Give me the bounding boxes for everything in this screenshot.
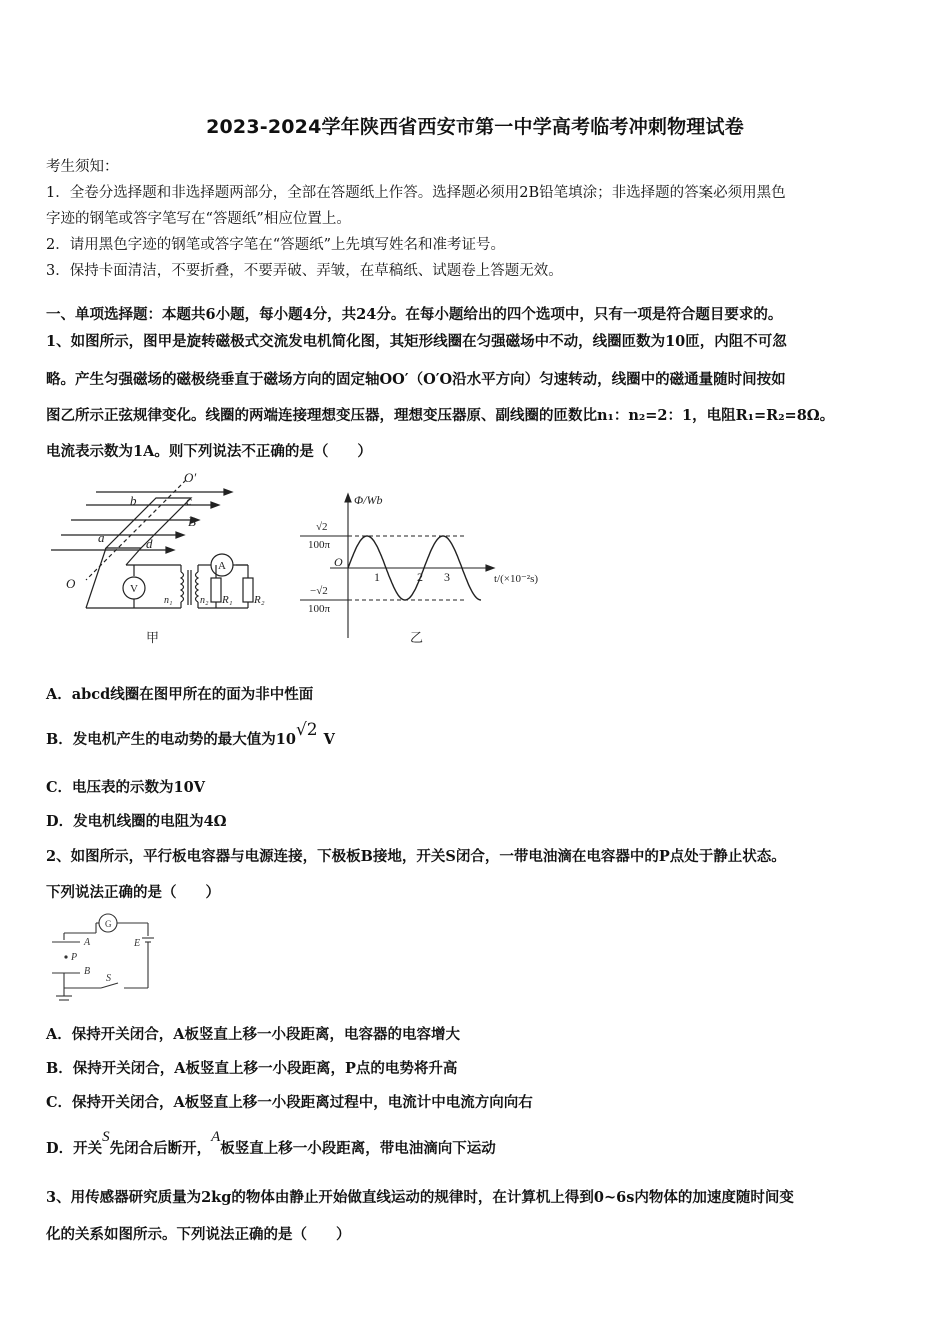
- plate-B-label: B: [84, 966, 91, 977]
- notice-item-1b: 字迹的钢笔或答字笔写在“答题纸”相应位置上。: [46, 211, 351, 227]
- ammeter-label: A: [218, 560, 226, 572]
- notice-item-2: 2．请用黑色字迹的钢笔或答字笔在“答题纸”上先填写姓名和准考证号。: [46, 237, 506, 253]
- label-O-top: O′: [184, 470, 197, 485]
- q3-line-1: 3、用传感器研究质量为2kg的物体由静止开始做直线运动的规律时，在计算机上得到0~6s内物体的加速度随时间变: [46, 1189, 794, 1206]
- switch-S-label: S: [106, 973, 111, 984]
- q1-line-1: 1、如图所示，图甲是旋转磁极式交流发电机简化图，其矩形线圈在匀强磁场中不动，线圈匝数为10匝，内阻不可忽: [46, 333, 787, 350]
- label-n2: n₂: [200, 595, 209, 606]
- trough-num: −√2: [310, 585, 328, 597]
- peak-num: √2: [316, 521, 328, 533]
- label-B: B: [188, 514, 196, 529]
- tick-2: 2: [417, 570, 423, 584]
- option-key: D．: [46, 813, 74, 830]
- q1-line-3: 图乙所示正弦规律变化。线圈的两端连接理想变压器，理想变压器原、副线圈的匝数比n₁：n₂=2：1，电阻R₁=R₂=8Ω。: [46, 407, 835, 424]
- option-text: 先闭合后断开，: [109, 1140, 212, 1157]
- option-key: D．: [46, 1140, 74, 1157]
- option-unit: V: [323, 731, 335, 748]
- label-d: d: [146, 536, 153, 551]
- option-key: C．: [46, 779, 73, 796]
- section-heading: 一、单项选择题：本题共6小题，每小题4分，共24分。在每小题给出的四个选项中，只有一项是符合题目要求的。: [46, 306, 783, 323]
- voltmeter-label: V: [130, 583, 138, 595]
- option-text: 开关: [73, 1140, 103, 1157]
- origin-label: O: [334, 555, 343, 569]
- option-text: 保持开关闭合，A板竖直上移一小段距离，电容器的电容增大: [71, 1026, 461, 1043]
- q1-option-d: [46, 810, 227, 831]
- source-E-label: E: [134, 938, 141, 949]
- option-text: abcd线圈在图甲所在的面为非中性面: [71, 686, 314, 703]
- plate-A-label: A: [84, 937, 91, 948]
- q1-option-b: [46, 720, 335, 749]
- caption-jia: 甲: [146, 630, 160, 645]
- galvanometer-label: G: [105, 919, 112, 929]
- option-text: 发电机产生的电动势的最大值为10: [72, 731, 296, 748]
- option-key: A．: [46, 686, 72, 703]
- point-P-label: P: [71, 952, 78, 963]
- q2-option-d: [46, 1129, 496, 1158]
- option-key: B．: [46, 1060, 73, 1077]
- q2-option-a: [46, 1023, 460, 1044]
- q1-line-2: 略。产生匀强磁场的磁极绕垂直于磁场方向的固定轴OO′（O′O沿水平方向）匀速转动，线圈中的磁通量随时间按如: [46, 371, 786, 388]
- trough-den: 100π: [308, 603, 331, 615]
- q3-line-2: 化的关系如图所示。下列说法正确的是（ ）: [46, 1226, 351, 1243]
- option-text: 发电机线圈的电阻为4Ω: [73, 813, 227, 830]
- q1-figure-flux-chart: [290, 490, 580, 650]
- q1-option-c: [46, 776, 205, 797]
- caption-yi: 乙: [410, 630, 424, 645]
- q2-option-b: [46, 1057, 457, 1078]
- notice-item-1: 1．全卷分选择题和非选择题两部分，全部在答题纸上作答。选择题必须用2B铅笔填涂；非选择题的答案必须用黑色: [46, 185, 786, 201]
- q2-figure-capacitor: [46, 910, 166, 1005]
- variable-A: A: [211, 1129, 221, 1145]
- option-text: 板竖直上移一小段距离，带电油滴向下运动: [220, 1140, 496, 1157]
- label-n1: n₁: [164, 595, 173, 606]
- option-key: A．: [46, 1026, 72, 1043]
- label-R2: R₂: [254, 594, 265, 606]
- option-text: 电压表的示数为10V: [72, 779, 205, 796]
- sqrt-symbol: √2: [295, 720, 318, 740]
- option-text: 保持开关闭合，A板竖直上移一小段距离过程中，电流计中电流方向向右: [72, 1094, 533, 1111]
- peak-den: 100π: [308, 539, 331, 551]
- option-key: C．: [46, 1094, 73, 1111]
- label-R1: R₁: [222, 594, 233, 606]
- q2-line-2: 下列说法正确的是（ ）: [46, 884, 220, 901]
- notice-heading: 考生须知：: [46, 159, 119, 175]
- page-title: 2023-2024学年陕西省西安市第一中学高考临考冲刺物理试卷: [206, 116, 744, 138]
- y-axis-label: Φ/Wb: [354, 493, 383, 507]
- tick-1: 1: [374, 570, 380, 584]
- q1-option-a: [46, 683, 313, 704]
- option-key: B．: [46, 731, 73, 748]
- q2-line-1: 2、如图所示，平行板电容器与电源连接，下极板B接地，开关S闭合，一带电油滴在电容器中的P点处于静止状态。: [46, 848, 786, 865]
- tick-3: 3: [444, 570, 450, 584]
- q1-line-4: 电流表示数为1A。则下列说法不正确的是（ ）: [46, 443, 372, 460]
- option-text: 保持开关闭合，A板竖直上移一小段距离，P点的电势将升高: [72, 1060, 458, 1077]
- q2-option-c: [46, 1091, 533, 1112]
- label-b: b: [130, 493, 137, 508]
- label-O-bottom: O: [66, 576, 76, 591]
- label-c: c: [186, 493, 192, 508]
- label-a: a: [98, 530, 105, 545]
- q1-figure-generator: [46, 470, 276, 650]
- x-axis-label: t/(×10⁻²s): [494, 573, 539, 585]
- notice-item-3: 3．保持卡面清洁，不要折叠，不要弄破、弄皱，在草稿纸、试题卷上答题无效。: [46, 263, 563, 279]
- variable-S: S: [102, 1129, 110, 1145]
